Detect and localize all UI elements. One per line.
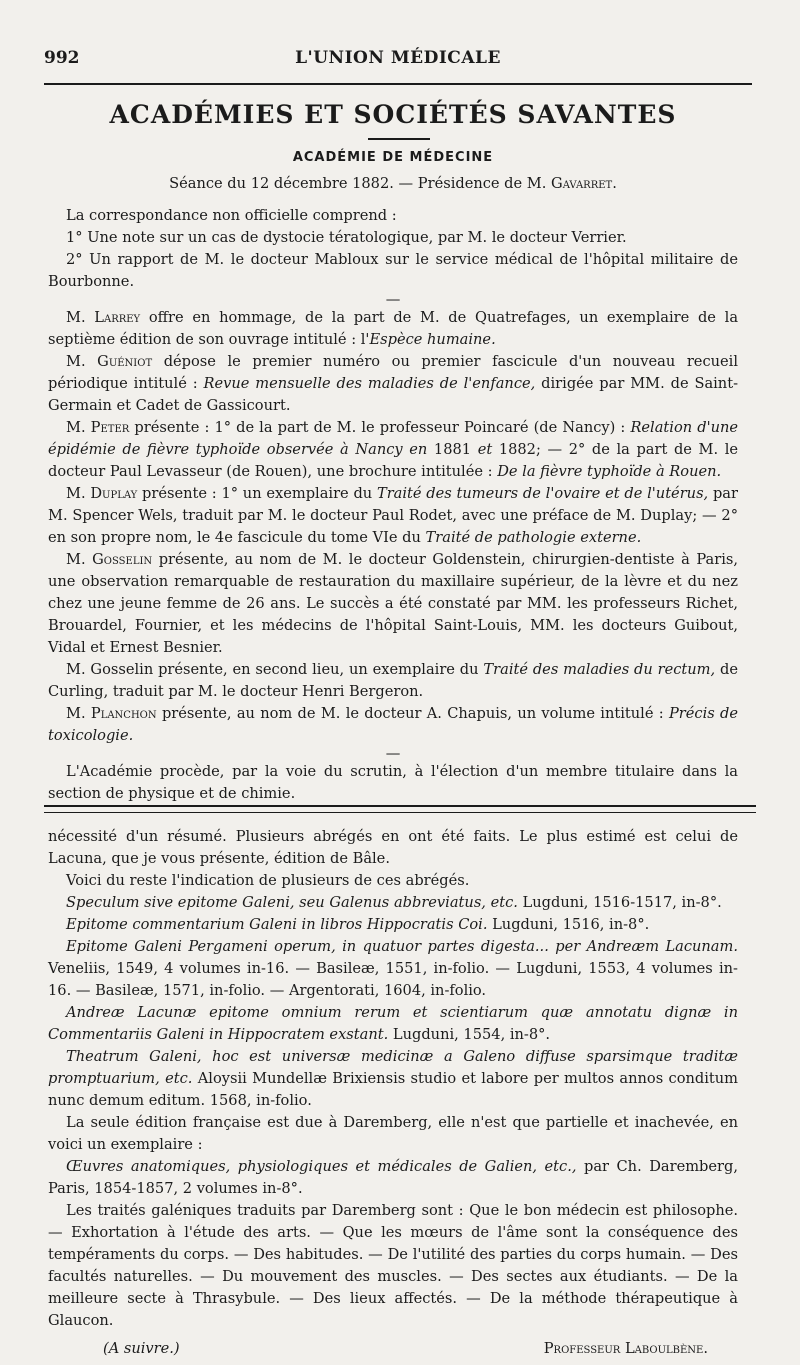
speaker-name: M. Larrey bbox=[66, 309, 141, 326]
paragraph: Les traités galéniques traduits par Daremberg sont : Que le bon médecin est philosophe. — Exhortation à l'étude des arts. — Que les mœurs de l'âme sont la conséquence des tempéraments du corps. — Des habitudes. — De l'utilité des parties du corps humain. — Des facultés naturelles. — Du mouvement des muscles. — Des sectes aux étudiants. — De la meilleure secte à Thrasybule. — Des lieux affectés. — De la méthode thérapeutique à Glaucon. bbox=[48, 1202, 738, 1329]
paragraph-gosselin bbox=[48, 549, 738, 659]
book-title: Revue mensuelle des maladies de l'enfance, bbox=[203, 375, 536, 392]
entry-details: Lugduni, 1554, in-8°. bbox=[392, 1026, 551, 1043]
entry-details: par Ch. Daremberg, Paris, 1854-1857, 2 volumes in-8°. bbox=[48, 1158, 738, 1197]
paragraph-gosselin-2 bbox=[48, 659, 738, 703]
bibliography-entry bbox=[48, 936, 738, 1002]
paragraph-gueniot bbox=[48, 351, 738, 417]
paragraph-planchon bbox=[48, 703, 738, 747]
bibliography-entry bbox=[48, 892, 738, 914]
entry-title: Theatrum Galeni, hoc est universæ medicinæ a Galeno diffuse sparsimque traditæ promptuarium, etc. bbox=[48, 1048, 738, 1087]
paragraph: La seule édition française est due à Daremberg, elle n'est que partielle et inachevée, en voici un exemplaire : bbox=[48, 1114, 738, 1153]
paragraph: Voici du reste l'indication de plusieurs de ces abrégés. bbox=[66, 872, 470, 889]
seance-line bbox=[48, 175, 738, 192]
section-divider bbox=[44, 805, 756, 813]
entry-title: Œuvres anatomiques, physiologiques et médicales de Galien, etc., bbox=[66, 1158, 577, 1175]
paragraph: nécessité d'un résumé. Plusieurs abrégés en ont été faits. Le plus estimé est celui de Lacuna, que je vous présente, édition de Bâle. bbox=[48, 828, 738, 867]
entry-details: Lugduni, 1516-1517, in-8°. bbox=[522, 894, 722, 911]
book-title: Traité des maladies du rectum, bbox=[483, 661, 716, 678]
speaker-name: M. Duplay bbox=[66, 485, 138, 502]
president-name: Gavarret. bbox=[551, 175, 617, 192]
academy-title: ACADÉMIE DE MÉDECINE bbox=[292, 150, 494, 165]
entry-title: Epitome commentarium Galeni in libros Hippocratis Coi. bbox=[66, 916, 488, 933]
entry-title: Speculum sive epitome Galeni, seu Galenus abbreviatus, etc. bbox=[66, 894, 518, 911]
paragraph: 1° Une note sur un cas de dystocie tératologique, par M. le docteur Verrier. bbox=[66, 229, 627, 246]
bottom-article bbox=[48, 826, 738, 1332]
text: 1881 bbox=[433, 441, 472, 458]
speaker-name: M. Guéniot bbox=[66, 353, 153, 370]
text: par M. Spencer Wels, traduit par M. le docteur Paul Rodet, avec une préface de M. Duplay; — 2° en son propre nom, le 4e fascicule du tome VIe du bbox=[48, 485, 738, 546]
paragraph: 2° Un rapport de M. le docteur Mabloux sur le service médical de l'hôpital militaire de Bourbonne. bbox=[48, 251, 738, 290]
book-title: De la fièvre typhoïde à Rouen. bbox=[497, 463, 722, 480]
book-title: Relation d'une épidémie de fièvre typhoïde observée à Nancy en bbox=[48, 419, 739, 458]
separator-dash: — bbox=[385, 745, 401, 762]
journal-title: L'UNION MÉDICALE bbox=[295, 48, 501, 68]
section-title: ACADÉMIES ET SOCIÉTÉS SAVANTES bbox=[109, 100, 677, 129]
speaker-name: M. Peter bbox=[66, 419, 130, 436]
entry-details: Veneliis, 1549, 4 volumes in-16. — Basileæ, 1551, in-folio. — Lugduni, 1553, 4 volumes in-16. — Basileæ, 1571, in-folio. — Argentorati, 1604, in-folio. bbox=[48, 960, 738, 999]
header-rule bbox=[44, 83, 752, 85]
seance-text: Séance du 12 décembre 1882. — Présidence de M. bbox=[169, 175, 547, 192]
page-number: 992 bbox=[44, 48, 80, 68]
to-be-continued: (A suivre.) bbox=[103, 1340, 180, 1357]
text: de Curling, traduit par M. le docteur Henri Bergeron. bbox=[48, 661, 739, 700]
speaker-name: M. Gosselin bbox=[66, 551, 153, 568]
text: présente, au nom de M. le docteur Goldenstein, chirurgien-dentiste à Paris, une observation remarquable de restauration du maxillaire supérieur, de la lèvre et du nez chez une jeune femme de 26 ans. Le succès a été constaté par MM. les professeurs Richet, Brouardel, Fournier, et les médecins de l'hôpital Saint-Louis, MM. les docteurs Guibout, Vidal et Ernest Besnier. bbox=[48, 551, 738, 656]
bibliography-entry bbox=[48, 914, 738, 936]
book-title: Espèce humaine. bbox=[369, 331, 496, 348]
paragraph-larrey bbox=[48, 307, 738, 351]
text: 1882; — 2° de la part de M. le docteur Paul Levasseur (de Rouen), une brochure intitulée : bbox=[48, 441, 739, 480]
entry-title: Andreæ Lacunæ epitome omnium rerum et scientiarum quæ annotatu dignæ in Commentariis Galeni in Hippocratem exstant. bbox=[48, 1004, 738, 1043]
text: présente, au nom de M. le docteur A. Chapuis, un volume intitulé : bbox=[161, 705, 664, 722]
paragraph-duplay bbox=[48, 483, 738, 549]
text: dépose le premier numéro ou premier fascicule d'un nouveau recueil périodique intitulé : bbox=[48, 353, 738, 392]
entry-details: Lugduni, 1516, in-8°. bbox=[492, 916, 650, 933]
text: offre en hommage, de la part de M. de Quatrefages, un exemplaire de la septième édition de son ouvrage intitulé : l' bbox=[48, 309, 739, 348]
text: présente : 1° un exemplaire du bbox=[142, 485, 373, 502]
running-header bbox=[44, 48, 752, 78]
bibliography-entry bbox=[48, 1156, 738, 1200]
book-title: Précis de toxicologie. bbox=[48, 705, 739, 744]
text: M. Gosselin présente, en second lieu, un exemplaire du bbox=[66, 661, 479, 678]
text: dirigée par MM. de Saint-Germain et Cadet de Gassicourt. bbox=[48, 375, 739, 414]
top-article bbox=[48, 205, 738, 805]
text: et bbox=[477, 441, 493, 458]
speaker-name: M. Planchon bbox=[66, 705, 157, 722]
paragraph-peter bbox=[48, 417, 738, 483]
title-rule bbox=[368, 138, 430, 140]
separator-dash: — bbox=[385, 291, 401, 308]
book-title: Traité des tumeurs de l'ovaire et de l'utérus, bbox=[376, 485, 709, 502]
paragraph-election: L'Académie procède, par la voie du scrutin, à l'élection d'un membre titulaire dans la section de physique et de chimie. bbox=[48, 763, 738, 802]
paragraph: La correspondance non officielle comprend : bbox=[66, 207, 397, 224]
text: présente : 1° de la part de M. le professeur Poincaré (de Nancy) : bbox=[134, 419, 626, 436]
book-title: Traité de pathologie externe. bbox=[425, 529, 642, 546]
bibliography-entry bbox=[48, 1002, 738, 1046]
author-signature: Professeur Laboulbène. bbox=[543, 1340, 708, 1357]
entry-details: Aloysii Mundellæ Brixiensis studio et labore per multos annos conditum nunc demum editum. 1568, in-folio. bbox=[48, 1070, 738, 1109]
entry-title: Epitome Galeni Pergameni operum, in quatuor partes digesta... per Andreæm Lacunam. bbox=[66, 938, 738, 955]
bibliography-entry bbox=[48, 1046, 738, 1112]
